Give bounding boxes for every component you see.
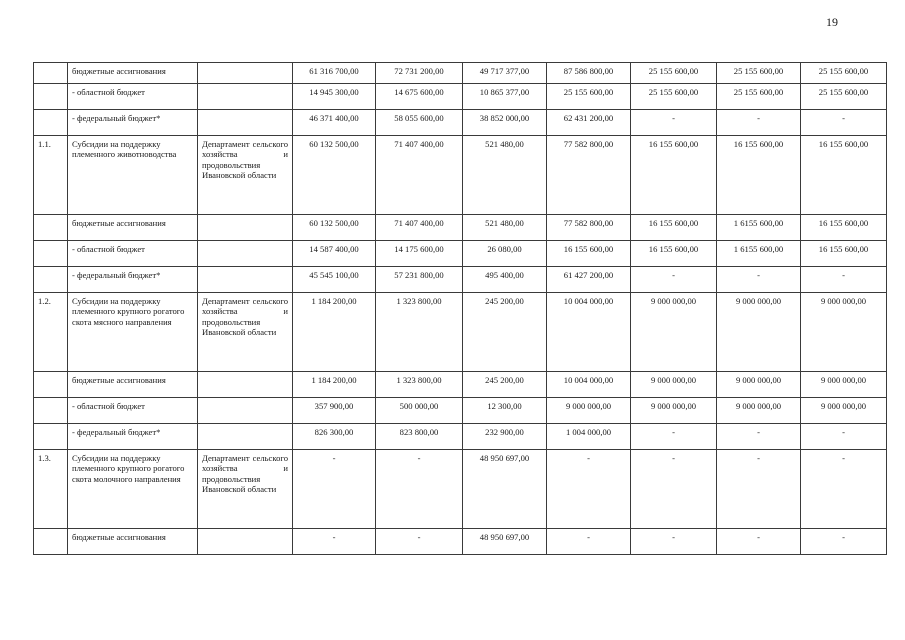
amount-cell: - — [717, 267, 801, 293]
amount-cell: 9 000 000,00 — [801, 372, 887, 398]
item-name-cell: Субсидии на поддержку племенного крупного рогатого скота мясного направления — [68, 293, 198, 372]
executor-cell — [198, 215, 293, 241]
amount-cell: 521 480,00 — [463, 136, 547, 215]
row-number-cell — [34, 215, 68, 241]
amount-cell: - — [293, 529, 376, 555]
amount-cell: 826 300,00 — [293, 424, 376, 450]
amount-cell: 1 323 800,00 — [376, 293, 463, 372]
amount-cell: 9 000 000,00 — [547, 398, 631, 424]
row-number-cell — [34, 241, 68, 267]
amount-cell: 9 000 000,00 — [801, 398, 887, 424]
amount-cell: 1 6155 600,00 — [717, 241, 801, 267]
amount-cell: 48 950 697,00 — [463, 450, 547, 529]
item-name-cell: бюджетные ассигнования — [68, 215, 198, 241]
amount-cell: 16 155 600,00 — [801, 241, 887, 267]
amount-cell: 357 900,00 — [293, 398, 376, 424]
amount-cell: - — [631, 529, 717, 555]
amount-cell: 9 000 000,00 — [717, 372, 801, 398]
amount-cell: 77 582 800,00 — [547, 215, 631, 241]
amount-cell: - — [631, 424, 717, 450]
amount-cell: 16 155 600,00 — [631, 241, 717, 267]
amount-cell: 16 155 600,00 — [801, 136, 887, 215]
item-name-cell: - областной бюджет — [68, 241, 198, 267]
item-name-cell: Субсидии на поддержку племенного животноводства — [68, 136, 198, 215]
amount-cell: 16 155 600,00 — [631, 215, 717, 241]
amount-cell: 1 184 200,00 — [293, 372, 376, 398]
amount-cell: 25 155 600,00 — [717, 63, 801, 84]
amount-cell: 57 231 800,00 — [376, 267, 463, 293]
amount-cell: - — [631, 450, 717, 529]
amount-cell: 500 000,00 — [376, 398, 463, 424]
amount-cell: 71 407 400,00 — [376, 215, 463, 241]
amount-cell: 521 480,00 — [463, 215, 547, 241]
amount-cell: 25 155 600,00 — [801, 63, 887, 84]
executor-cell — [198, 398, 293, 424]
table-row — [34, 529, 887, 555]
table-row — [34, 84, 887, 110]
amount-cell: 9 000 000,00 — [631, 398, 717, 424]
row-number-cell — [34, 110, 68, 136]
executor-cell — [198, 84, 293, 110]
item-name-cell: бюджетные ассигнования — [68, 372, 198, 398]
table-row — [34, 424, 887, 450]
executor-cell: Департамент сельского хозяйства и продовольствия Ивановской области — [198, 136, 293, 215]
executor-cell — [198, 63, 293, 84]
amount-cell: 71 407 400,00 — [376, 136, 463, 215]
amount-cell: 25 155 600,00 — [631, 84, 717, 110]
row-number-cell: 1.1. — [34, 136, 68, 215]
amount-cell: - — [801, 267, 887, 293]
amount-cell: - — [801, 529, 887, 555]
executor-cell — [198, 424, 293, 450]
table-row — [34, 215, 887, 241]
amount-cell: - — [717, 529, 801, 555]
row-number-cell: 1.3. — [34, 450, 68, 529]
table-row — [34, 450, 887, 529]
amount-cell: 9 000 000,00 — [631, 372, 717, 398]
amount-cell: 77 582 800,00 — [547, 136, 631, 215]
amount-cell: 87 586 800,00 — [547, 63, 631, 84]
amount-cell: 1 004 000,00 — [547, 424, 631, 450]
table-row — [34, 110, 887, 136]
amount-cell: 61 316 700,00 — [293, 63, 376, 84]
amount-cell: 16 155 600,00 — [547, 241, 631, 267]
executor-cell — [198, 529, 293, 555]
row-number-cell — [34, 398, 68, 424]
executor-cell — [198, 241, 293, 267]
amount-cell: 26 080,00 — [463, 241, 547, 267]
amount-cell: - — [717, 450, 801, 529]
table-row — [34, 293, 887, 372]
amount-cell: 14 675 600,00 — [376, 84, 463, 110]
amount-cell: 245 200,00 — [463, 293, 547, 372]
amount-cell: - — [801, 424, 887, 450]
amount-cell: - — [717, 110, 801, 136]
amount-cell: 16 155 600,00 — [801, 215, 887, 241]
row-number-cell — [34, 529, 68, 555]
amount-cell: 25 155 600,00 — [801, 84, 887, 110]
item-name-cell: бюджетные ассигнования — [68, 529, 198, 555]
amount-cell: 14 587 400,00 — [293, 241, 376, 267]
amount-cell: 60 132 500,00 — [293, 215, 376, 241]
item-name-cell: Субсидии на поддержку племенного крупного рогатого скота молочного направления — [68, 450, 198, 529]
amount-cell: 14 945 300,00 — [293, 84, 376, 110]
amount-cell: 58 055 600,00 — [376, 110, 463, 136]
amount-cell: - — [717, 424, 801, 450]
amount-cell: 38 852 000,00 — [463, 110, 547, 136]
amount-cell: 1 184 200,00 — [293, 293, 376, 372]
amount-cell: 1 6155 600,00 — [717, 215, 801, 241]
item-name-cell: - федеральный бюджет* — [68, 267, 198, 293]
row-number-cell: 1.2. — [34, 293, 68, 372]
item-name-cell: - федеральный бюджет* — [68, 110, 198, 136]
executor-cell — [198, 267, 293, 293]
amount-cell: 72 731 200,00 — [376, 63, 463, 84]
amount-cell: 232 900,00 — [463, 424, 547, 450]
amount-cell: - — [376, 529, 463, 555]
item-name-cell: - областной бюджет — [68, 84, 198, 110]
amount-cell: 10 004 000,00 — [547, 372, 631, 398]
table-row — [34, 267, 887, 293]
amount-cell: 1 323 800,00 — [376, 372, 463, 398]
amount-cell: 12 300,00 — [463, 398, 547, 424]
amount-cell: 25 155 600,00 — [631, 63, 717, 84]
row-number-cell — [34, 424, 68, 450]
table-row — [34, 372, 887, 398]
amount-cell: 9 000 000,00 — [717, 293, 801, 372]
amount-cell: 10 865 377,00 — [463, 84, 547, 110]
amount-cell: - — [801, 450, 887, 529]
amount-cell: - — [376, 450, 463, 529]
row-number-cell — [34, 372, 68, 398]
amount-cell: 45 545 100,00 — [293, 267, 376, 293]
amount-cell: 16 155 600,00 — [631, 136, 717, 215]
amount-cell: 16 155 600,00 — [717, 136, 801, 215]
amount-cell: - — [631, 110, 717, 136]
amount-cell: 14 175 600,00 — [376, 241, 463, 267]
amount-cell: 62 431 200,00 — [547, 110, 631, 136]
table-row — [34, 241, 887, 267]
amount-cell: - — [293, 450, 376, 529]
amount-cell: - — [547, 529, 631, 555]
row-number-cell — [34, 84, 68, 110]
amount-cell: 495 400,00 — [463, 267, 547, 293]
table-row — [34, 398, 887, 424]
executor-cell — [198, 110, 293, 136]
amount-cell: 9 000 000,00 — [631, 293, 717, 372]
amount-cell: - — [631, 267, 717, 293]
amount-cell: 25 155 600,00 — [547, 84, 631, 110]
amount-cell: 823 800,00 — [376, 424, 463, 450]
amount-cell: 49 717 377,00 — [463, 63, 547, 84]
executor-cell: Департамент сельского хозяйства и продовольствия Ивановской области — [198, 450, 293, 529]
item-name-cell: - федеральный бюджет* — [68, 424, 198, 450]
amount-cell: 9 000 000,00 — [717, 398, 801, 424]
budget-table — [33, 62, 887, 555]
executor-cell: Департамент сельского хозяйства и продовольствия Ивановской области — [198, 293, 293, 372]
amount-cell: 48 950 697,00 — [463, 529, 547, 555]
row-number-cell — [34, 63, 68, 84]
amount-cell: 10 004 000,00 — [547, 293, 631, 372]
amount-cell: 245 200,00 — [463, 372, 547, 398]
executor-cell — [198, 372, 293, 398]
item-name-cell: - областной бюджет — [68, 398, 198, 424]
amount-cell: 25 155 600,00 — [717, 84, 801, 110]
amount-cell: - — [801, 110, 887, 136]
amount-cell: 61 427 200,00 — [547, 267, 631, 293]
row-number-cell — [34, 267, 68, 293]
amount-cell: - — [547, 450, 631, 529]
amount-cell: 9 000 000,00 — [801, 293, 887, 372]
amount-cell: 60 132 500,00 — [293, 136, 376, 215]
table-row — [34, 136, 887, 215]
table-body — [34, 63, 887, 555]
item-name-cell: бюджетные ассигнования — [68, 63, 198, 84]
amount-cell: 46 371 400,00 — [293, 110, 376, 136]
table-row — [34, 63, 887, 84]
page-number: 19 — [826, 15, 838, 29]
